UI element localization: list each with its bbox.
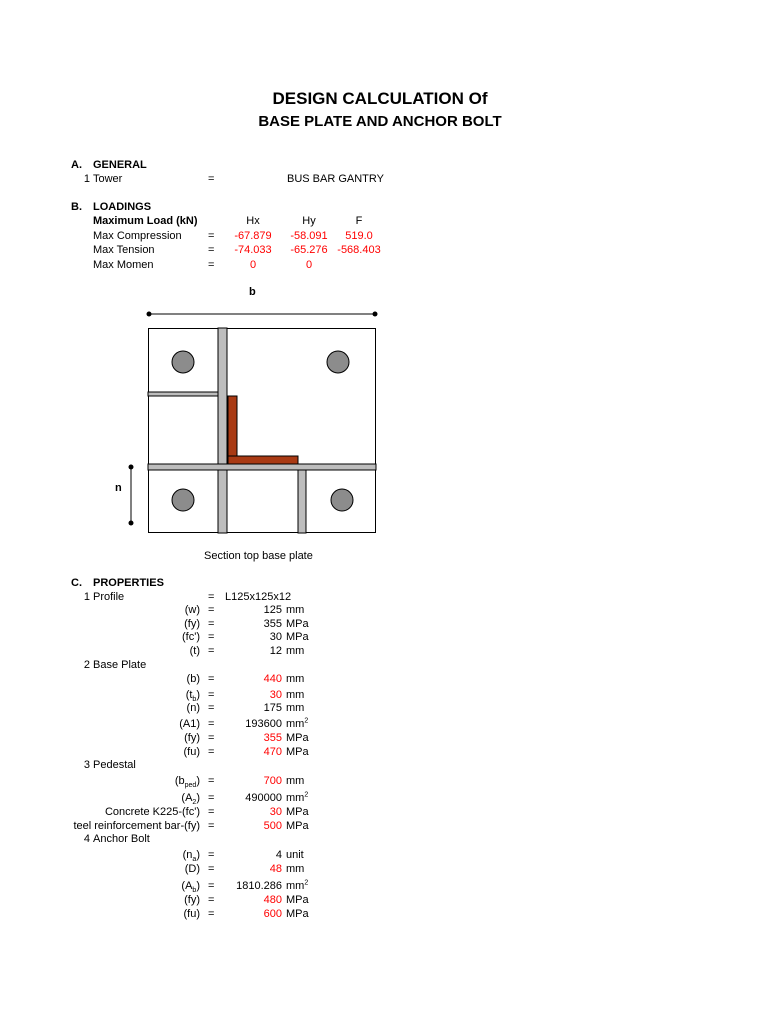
- page-subtitle: BASE PLATE AND ANCHOR BOLT: [258, 113, 502, 130]
- horizontal-stiffener: [148, 464, 376, 470]
- property-symbol: $(A_b)$: [181, 880, 200, 895]
- equals-sign: =: [208, 792, 215, 804]
- property-symbol: (fu): [183, 746, 200, 758]
- dimension-end-dot: [129, 521, 134, 526]
- load-hx-value: -67.879: [234, 230, 272, 242]
- column-header-f: F: [355, 215, 363, 227]
- anchor-bolt-label: Anchor Bolt: [93, 833, 150, 845]
- column-header-hx: Hx: [246, 215, 260, 227]
- property-value: 4: [275, 849, 282, 861]
- equals-sign: =: [208, 673, 215, 685]
- item-number: 2: [83, 659, 90, 671]
- loadings-header-label: Maximum Load (kN): [93, 215, 198, 227]
- property-value: 12: [269, 645, 282, 657]
- property-value: 193600: [245, 718, 282, 730]
- property-value: 175: [263, 702, 282, 714]
- property-value: 355: [263, 732, 282, 744]
- load-row-label: Max Tension: [93, 244, 155, 256]
- vertical-stiffener: [218, 328, 227, 533]
- property-symbol: $(t_b)$: [185, 689, 200, 704]
- property-unit: MPa: [286, 806, 309, 818]
- property-symbol: (fy): [184, 894, 200, 906]
- anchor-bolt: [331, 489, 353, 511]
- property-value: 700: [263, 775, 282, 787]
- section-letter-b: B.: [71, 201, 82, 213]
- property-unit: mm: [286, 604, 305, 616]
- property-value: 30: [269, 806, 282, 818]
- section-heading-general: GENERAL: [93, 159, 147, 171]
- profile-label: Profile: [93, 591, 125, 603]
- property-value: 470: [263, 746, 282, 758]
- equals-sign: =: [208, 732, 215, 744]
- property-unit: mm: [286, 702, 305, 714]
- property-unit: $mm^2$: [286, 791, 309, 804]
- property-symbol: (t): [189, 645, 200, 657]
- property-unit: MPa: [286, 908, 309, 920]
- property-unit: mm: [286, 863, 305, 875]
- property-symbol: (n): [186, 702, 200, 714]
- property-symbol: (b): [186, 673, 200, 685]
- load-hx-value: -74.033: [234, 244, 272, 256]
- property-unit: $mm^2$: [286, 879, 309, 892]
- property-value: 30: [269, 631, 282, 643]
- property-value: 48: [269, 863, 282, 875]
- equals-sign: =: [208, 259, 215, 271]
- property-symbol: $(b_{ped})$: [174, 775, 200, 790]
- equals-sign: =: [208, 806, 215, 818]
- base-plate-label: Base Plate: [93, 659, 147, 671]
- load-hx-value: 0: [249, 259, 257, 271]
- property-symbol: (fc'): [182, 631, 200, 643]
- item-number: 3: [83, 759, 90, 771]
- equals-sign: =: [208, 880, 215, 892]
- equals-sign: =: [208, 244, 215, 256]
- equals-sign: =: [208, 894, 215, 906]
- equals-sign: =: [208, 820, 215, 832]
- equals-sign: =: [208, 631, 215, 643]
- equals-sign: =: [208, 718, 215, 730]
- property-symbol: Concrete K225-(fc'): [104, 806, 200, 818]
- anchor-bolt: [327, 351, 349, 373]
- figure-caption: Section top base plate: [204, 550, 313, 562]
- profile-value: L125x125x12: [225, 591, 292, 603]
- dimension-end-dot: [129, 465, 134, 470]
- load-row-label: Max Momen: [93, 259, 154, 271]
- section-letter-c: C.: [71, 577, 82, 589]
- property-value: 480: [263, 894, 282, 906]
- property-symbol: (D): [184, 863, 200, 875]
- equals-sign: =: [208, 645, 215, 657]
- equals-sign: =: [208, 863, 215, 875]
- item-number: 1: [83, 591, 90, 603]
- item-number: 1: [83, 173, 90, 185]
- page-title: DESIGN CALCULATION Of: [272, 89, 488, 108]
- equals-sign: =: [208, 618, 215, 630]
- property-value: 125: [263, 604, 282, 616]
- equals-sign: =: [208, 173, 215, 185]
- section-letter-a: A.: [71, 159, 82, 171]
- pedestal-label: Pedestal: [93, 759, 136, 771]
- property-unit: mm: [286, 775, 305, 787]
- equals-sign: =: [208, 775, 215, 787]
- property-unit: mm: [286, 689, 305, 701]
- dimension-end-dot: [147, 312, 152, 317]
- anchor-bolt: [172, 351, 194, 373]
- property-symbol: teel reinforcement bar-(fy): [73, 820, 200, 832]
- section-heading-properties: PROPERTIES: [93, 577, 164, 589]
- property-unit: unit: [286, 849, 304, 861]
- property-symbol: (fy): [184, 732, 200, 744]
- property-unit: MPa: [286, 732, 309, 744]
- property-symbol: $(A_2)$: [181, 792, 200, 807]
- equals-sign: =: [208, 746, 215, 758]
- property-unit: mm: [286, 645, 305, 657]
- section-heading-loadings: LOADINGS: [93, 201, 152, 213]
- load-f-value: 519.0: [345, 230, 373, 242]
- property-value: 1810.286: [236, 880, 282, 892]
- dimension-label-n: n: [115, 482, 122, 494]
- property-value: 440: [263, 673, 282, 685]
- angle-profile-leg-horizontal: [228, 456, 298, 464]
- property-unit: mm: [286, 673, 305, 685]
- equals-sign: =: [208, 604, 215, 616]
- property-unit: MPa: [286, 746, 309, 758]
- equals-sign: =: [208, 230, 215, 242]
- load-hy-value: 0: [305, 259, 313, 271]
- property-symbol: (w): [184, 604, 200, 616]
- anchor-bolt: [172, 489, 194, 511]
- load-row-label: Max Compression: [93, 230, 182, 242]
- upper-stiffener: [148, 392, 218, 396]
- item-number: 4: [83, 833, 90, 845]
- angle-profile-leg-vertical: [228, 396, 237, 464]
- load-hy-value: -58.091: [290, 230, 328, 242]
- property-value: 500: [263, 820, 282, 832]
- property-unit: $mm^2$: [286, 717, 309, 730]
- property-value: 490000: [245, 792, 282, 804]
- load-hy-value: -65.276: [290, 244, 328, 256]
- property-value: 600: [263, 908, 282, 920]
- equals-sign: =: [208, 908, 215, 920]
- property-symbol: (fu): [183, 908, 200, 920]
- property-unit: MPa: [286, 631, 309, 643]
- property-unit: MPa: [286, 618, 309, 630]
- property-symbol: (A1): [179, 718, 200, 730]
- equals-sign: =: [208, 849, 215, 861]
- property-value: 30: [269, 689, 282, 701]
- load-f-value: -568.403: [337, 244, 381, 256]
- equals-sign: =: [208, 689, 215, 701]
- property-symbol: $(n_a)$: [182, 849, 200, 864]
- tower-label: Tower: [93, 173, 123, 185]
- equals-sign: =: [208, 702, 215, 714]
- tower-value: BUS BAR GANTRY: [287, 173, 384, 185]
- property-unit: MPa: [286, 894, 309, 906]
- equals-sign: =: [208, 591, 215, 603]
- dimension-label-b: b: [249, 286, 256, 298]
- lower-stiffener: [298, 470, 306, 533]
- property-unit: MPa: [286, 820, 309, 832]
- property-symbol: (fy): [184, 618, 200, 630]
- dimension-end-dot: [373, 312, 378, 317]
- column-header-hy: Hy: [302, 215, 316, 227]
- property-value: 355: [263, 618, 282, 630]
